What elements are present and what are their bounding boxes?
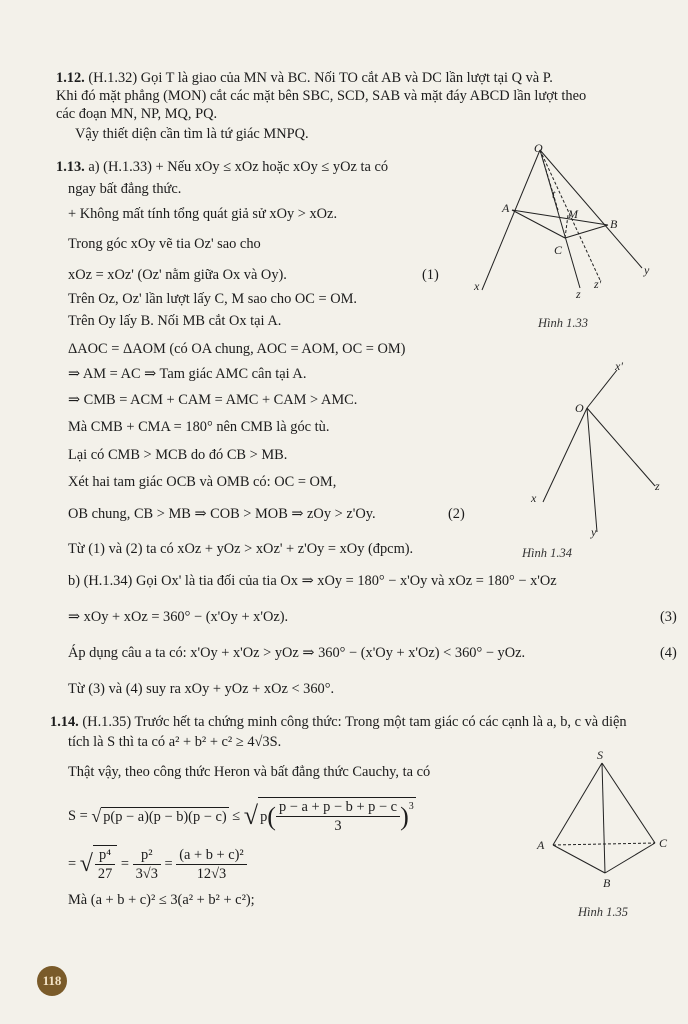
heron-root: p(p − a)(p − b)(p − c) [103,808,227,825]
fig133-line-cb [565,225,608,238]
ex114-line2: tích là S thì ta có a² + b² + c² ≥ 4√3S. [68,734,282,750]
fig134-label-xprime: x' [615,362,623,373]
fig133-label-t: t [552,187,556,201]
heron-formula-2: = √ $\frac{\text{p⁴}}{27}$ = $\frac{\text{p²}}{3√3}$ = $\frac{\text{(a + b + c)²}}{12√3}$ [68,845,247,883]
fig133-label-x: x [474,279,480,293]
fig135-edge-bc [605,843,655,873]
ex113-line18: Áp dụng câu a ta có: x'Oy + x'Oz > yOz ⇒ 360° − (x'Oy + x'Oz) < 360° − yOz. [68,645,526,661]
ex113-line14: OB chung, CB > MB ⇒ COB > MOB ⇒ zOy > z'Oy. [68,506,376,522]
fig133-label-c: C [554,243,563,257]
ex112-line2: Khi đó mặt phẳng (MON) cắt các mặt bên SBC, SCD, SAB và mặt đáy ABCD lần lượt theo [56,88,587,104]
ex113-line17: ⇒ xOy + xOz = 360° − (x'Oy + x'Oz). [68,609,289,625]
ex114-last-line: Mà (a + b + c)² ≤ 3(a² + b² + c²); [68,892,255,908]
ex112-line1: 1.12. (H.1.32) Gọi T là giao của MN và BC. Nối TO cắt AB và DC lần lượt tại Q và P. [56,70,553,86]
fig134-label-x: x [531,491,537,505]
caption-figure-1-35: Hình 1.35 [578,905,628,919]
ex113-line15: Từ (1) và (2) ta có xOz + yOz > xOz' + z'Oy = xOy (đpcm). [68,541,414,557]
ex113-line19: Từ (3) và (4) suy ra xOy + yOz + xOz < 360°. [68,681,335,697]
fig133-label-o: O [534,141,543,155]
fig133-label-y: y [644,263,650,277]
ex113-tag3: (3) [660,609,677,625]
ex113-tag1: (1) [422,267,439,283]
ex113-line2: ngay bất đẳng thức. [68,181,182,197]
fig135-edge-sb [602,763,605,873]
caption-figure-1-33: Hình 1.33 [538,316,588,330]
ex113-line6: Trên Oz, Oz' lần lượt lấy C, M sao cho OC = OM. [68,291,357,307]
fig133-label-b: B [610,217,618,231]
ex113-line5: xOz = xOz' (Oz' nằm giữa Ox và Oy). [68,267,287,283]
fig133-label-a: A [502,201,510,215]
ex112-line3: các đoạn MN, NP, MQ, PQ. [56,106,218,122]
fig134-ray-oy [587,408,597,532]
fig133-label-z: z [576,287,581,301]
ex113-line12: Lại có CMB > MCB do đó CB > MB. [68,447,288,463]
ex113-line3: + Không mất tính tổng quát giả sử xOy > xOz. [68,206,338,222]
fig134-ray-oz [587,408,655,486]
fig135-edge-sa [553,763,602,845]
figure-1-33 [470,140,670,310]
fig134-label-y: y [591,525,597,539]
ex114-line3: Thật vậy, theo công thức Heron và bất đẳng thức Cauchy, ta có [68,764,431,780]
fig133-label-m: M [568,207,578,221]
ex113-tag4: (4) [660,645,677,661]
ex112-line4: Vậy thiết diện cần tìm là tứ giác MNPQ. [75,126,309,142]
fig135-label-s: S [597,748,603,762]
ex113-line11: Mà CMB + CMA = 180° nên CMB là góc tù. [68,419,330,435]
page-number: 118 [37,966,67,996]
fig134-label-o: O [575,401,584,415]
ex113-line1: 1.13. a) (H.1.33) + Nếu xOy ≤ xOz hoặc xOy ≤ yOz ta có [56,159,389,175]
ex113-line16: b) (H.1.34) Gọi Ox' là tia đối của tia Ox ⇒ xOy = 180° − x'Oy và xOz = 180° − x'Oz [68,573,557,589]
heron-formula: S = √ p(p − a)(p − b)(p − c) ≤ √ p ( $\frac{p - a + p - b + p - c}{3}$ ) $^3$ [68,799,414,834]
ex113-line4: Trong góc xOy vẽ tia Oz' sao cho [68,236,261,252]
fig135-label-b: B [603,876,611,890]
ex113-line10: ⇒ CMB = ACM + CAM = AMC + CAM > AMC. [68,392,358,408]
ex114-line1: 1.14. (H.1.35) Trước hết ta chứng minh công thức: Trong một tam giác có các cạnh là a, b, c và diện [50,714,627,730]
ex113-line7: Trên Oy lấy B. Nối MB cắt Ox tại A. [68,313,282,329]
fig135-edge-sc [602,763,655,843]
caption-figure-1-34: Hình 1.34 [522,546,572,560]
ex113-line8: ΔAOC = ΔAOM (có OA chung, AOC = AOM, OC = OM) [68,341,406,357]
fig134-ray-ox-prime [587,370,617,408]
fig133-label-zprime: z' [594,277,602,291]
fig135-label-c: C [659,836,668,850]
fig135-label-a: A [537,838,545,852]
ex113-tag2: (2) [448,506,465,522]
figure-1-35 [525,745,685,895]
ex113-line9: ⇒ AM = AC ⇒ Tam giác AMC cân tại A. [68,366,307,382]
fig134-ray-ox [543,408,587,502]
ex113-line13: Xét hai tam giác OCB và OMB có: OC = OM, [68,474,337,490]
fig135-edge-ab [553,845,605,873]
figure-1-34 [505,362,675,542]
fig134-label-z: z [655,479,660,493]
